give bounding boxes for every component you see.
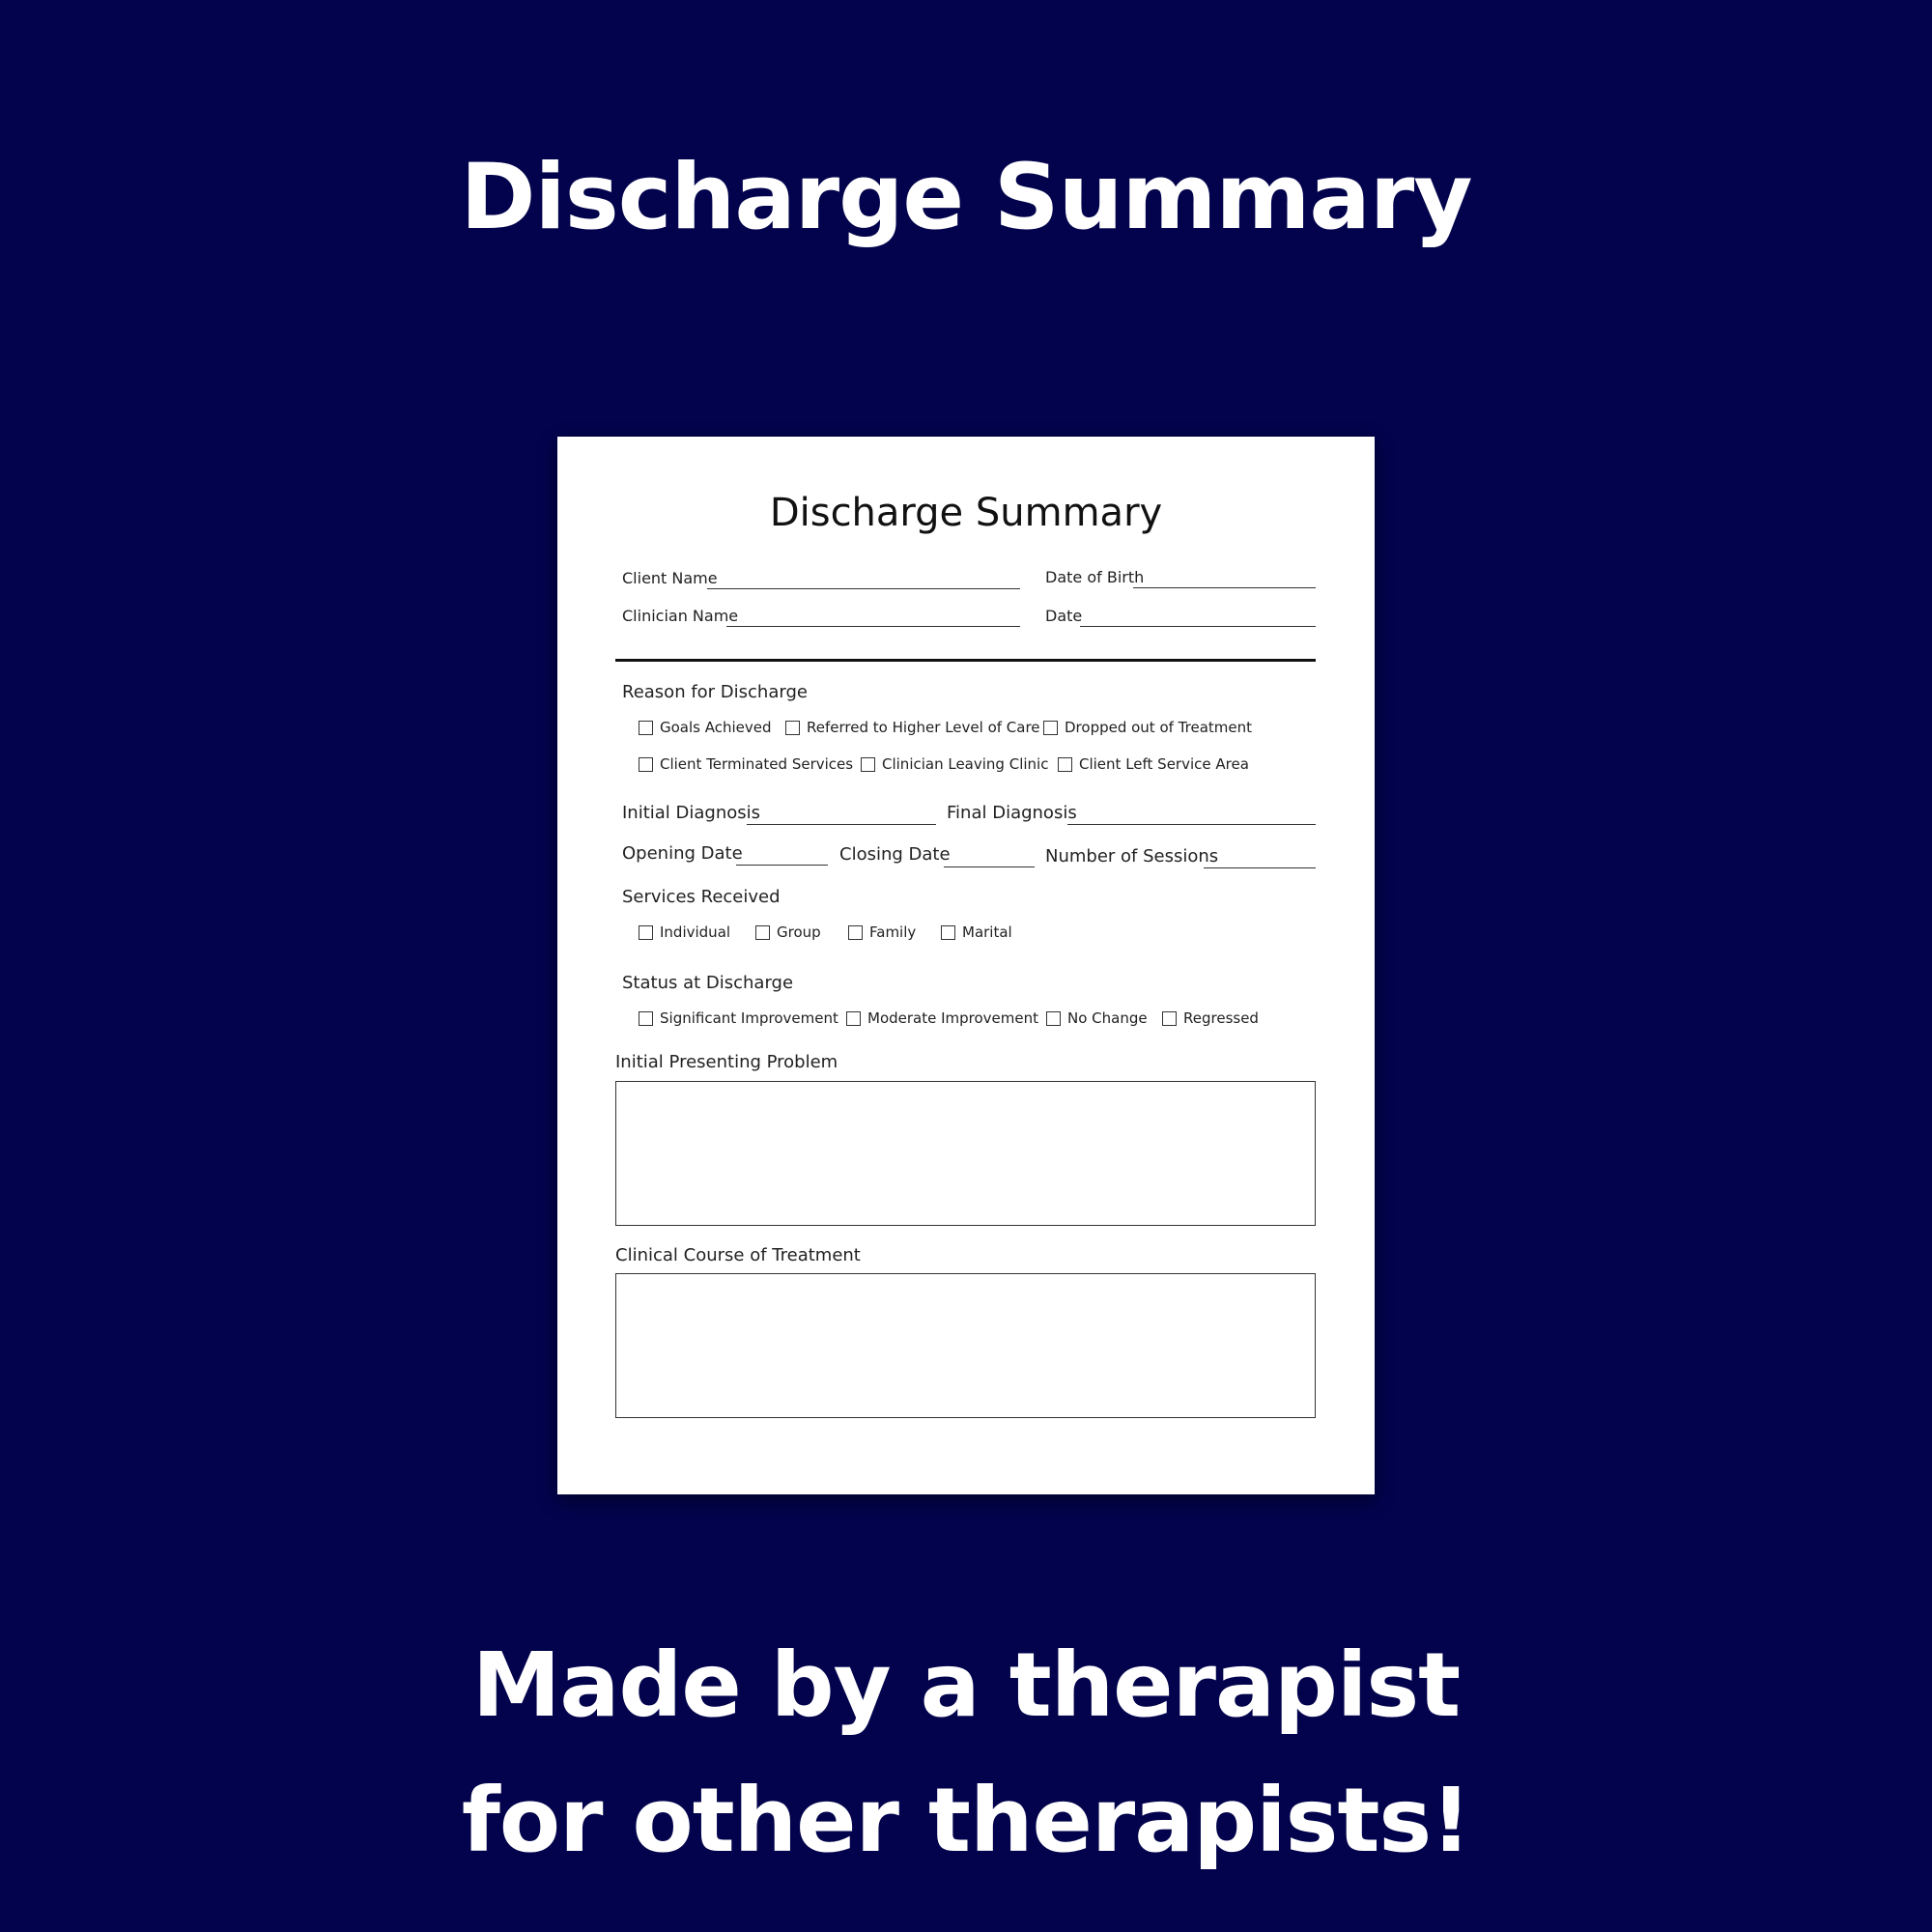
checkbox-regressed[interactable] <box>1162 1009 1259 1027</box>
closing-date-label: Closing Date <box>839 844 951 865</box>
checkbox-client-terminated[interactable] <box>639 755 853 773</box>
checkbox-label: Clinician Leaving Clinic <box>882 755 1049 773</box>
checkbox-referred-higher-care[interactable] <box>785 719 1040 736</box>
reason-for-discharge-label: Reason for Discharge <box>622 682 808 702</box>
number-of-sessions-field[interactable] <box>1204 867 1316 868</box>
checkbox-label: Individual <box>660 923 731 941</box>
checkbox-clinician-leaving[interactable] <box>861 755 1048 773</box>
checkbox-individual[interactable] <box>639 923 730 941</box>
checkbox-marital[interactable] <box>941 923 1012 941</box>
checkbox-icon[interactable] <box>639 757 653 772</box>
initial-diagnosis-field[interactable] <box>747 824 936 825</box>
opening-date-label: Opening Date <box>622 843 743 864</box>
initial-presenting-problem-label: Initial Presenting Problem <box>615 1052 838 1072</box>
checkbox-label: No Change <box>1067 1009 1148 1027</box>
checkbox-group[interactable] <box>755 923 821 941</box>
checkbox-significant-improvement[interactable] <box>639 1009 838 1027</box>
checkbox-label: Regressed <box>1183 1009 1259 1027</box>
client-name-field[interactable] <box>707 588 1020 589</box>
checkbox-label: Family <box>869 923 917 941</box>
headline: Discharge Summary <box>460 145 1472 250</box>
services-received-label: Services Received <box>622 887 781 907</box>
date-field[interactable] <box>1080 626 1316 627</box>
form-title: Discharge Summary <box>769 491 1163 535</box>
checkbox-goals-achieved[interactable] <box>639 719 772 736</box>
form-page <box>557 437 1375 1494</box>
checkbox-moderate-improvement[interactable] <box>846 1009 1038 1027</box>
checkbox-label: Client Left Service Area <box>1079 755 1249 773</box>
checkbox-label: Dropped out of Treatment <box>1065 719 1253 736</box>
checkbox-no-change[interactable] <box>1046 1009 1148 1027</box>
checkbox-icon[interactable] <box>861 757 875 772</box>
checkbox-label: Group <box>777 923 821 941</box>
checkbox-icon[interactable] <box>1046 1011 1061 1026</box>
initial-diagnosis-label: Initial Diagnosis <box>622 803 761 823</box>
checkbox-icon[interactable] <box>639 925 653 940</box>
tagline-line-2: for other therapists! <box>461 1769 1471 1872</box>
tagline <box>0 1618 1932 1889</box>
checkbox-icon[interactable] <box>785 721 800 735</box>
clinical-course-label: Clinical Course of Treatment <box>615 1245 861 1265</box>
checkbox-dropped-out[interactable] <box>1043 719 1252 736</box>
final-diagnosis-field[interactable] <box>1067 824 1316 825</box>
clinician-name-field[interactable] <box>726 626 1020 627</box>
checkbox-label: Moderate Improvement <box>867 1009 1039 1027</box>
checkbox-family[interactable] <box>848 923 916 941</box>
checkbox-icon[interactable] <box>639 1011 653 1026</box>
header-divider <box>615 659 1316 662</box>
checkbox-icon[interactable] <box>848 925 863 940</box>
checkbox-icon[interactable] <box>755 925 770 940</box>
number-of-sessions-label: Number of Sessions <box>1045 846 1219 867</box>
checkbox-icon[interactable] <box>1043 721 1058 735</box>
clinician-name-label: Clinician Name <box>622 607 739 625</box>
checkbox-icon[interactable] <box>941 925 955 940</box>
clinical-course-box[interactable] <box>615 1273 1316 1418</box>
date-of-birth-field[interactable] <box>1133 587 1316 588</box>
checkbox-label: Referred to Higher Level of Care <box>807 719 1040 736</box>
checkbox-icon[interactable] <box>846 1011 861 1026</box>
date-of-birth-label: Date of Birth <box>1045 568 1145 586</box>
opening-date-field[interactable] <box>736 865 828 866</box>
checkbox-label: Goals Achieved <box>660 719 772 736</box>
checkbox-label: Significant Improvement <box>660 1009 838 1027</box>
checkbox-client-left-area[interactable] <box>1058 755 1249 773</box>
tagline-line-1: Made by a therapist <box>471 1634 1461 1737</box>
status-at-discharge-label: Status at Discharge <box>622 973 794 993</box>
date-label: Date <box>1045 607 1083 625</box>
checkbox-icon[interactable] <box>1162 1011 1177 1026</box>
checkbox-icon[interactable] <box>639 721 653 735</box>
checkbox-label: Client Terminated Services <box>660 755 854 773</box>
client-name-label: Client Name <box>622 569 718 587</box>
checkbox-icon[interactable] <box>1058 757 1072 772</box>
final-diagnosis-label: Final Diagnosis <box>947 803 1077 823</box>
checkbox-label: Marital <box>962 923 1012 941</box>
initial-presenting-problem-box[interactable] <box>615 1081 1316 1226</box>
